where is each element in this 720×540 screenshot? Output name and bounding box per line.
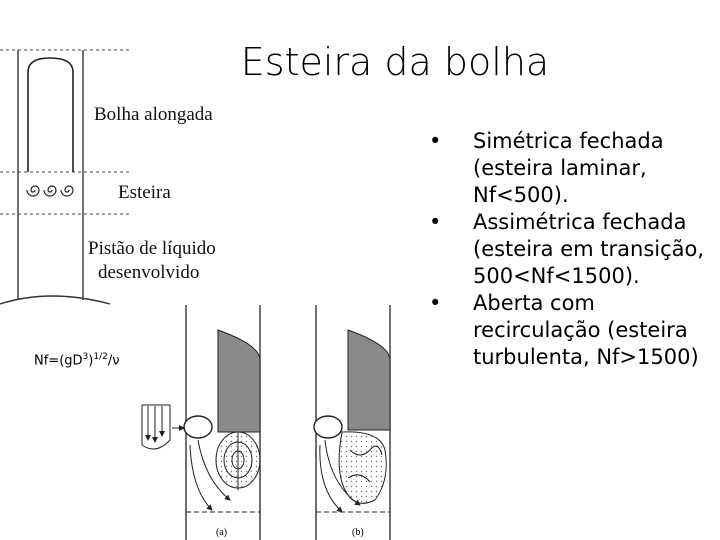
figure-label-b: (b) (352, 527, 364, 538)
morton-number-formula: $Nf=(gD^3)^{1/2}/\nu$ (34, 352, 120, 369)
bullet-marker: • (429, 129, 442, 153)
slide-title: Esteira da bolha (240, 40, 550, 84)
wake-figure-b (314, 305, 390, 540)
slug-label-line1: Pistão de líquido (88, 238, 216, 259)
wake-vortices (27, 186, 73, 196)
elongated-bubble (28, 58, 73, 172)
slug-label-line2: desenvolvido (98, 262, 200, 283)
wake-label: Esteira (118, 182, 171, 203)
bullet-marker: • (429, 291, 442, 315)
bubble-label: Bolha alongada (94, 104, 213, 125)
bullet-marker: • (429, 210, 442, 234)
figure-label-a: (a) (216, 527, 228, 538)
wake-figure-a (140, 300, 270, 540)
bullet-open-recirculation: • Aberta com recirculação (esteira turbulenta, Nf>1500) (429, 291, 699, 369)
bullet-asymmetric-closed: • Assimétrica fechada (esteira em transição, 500<Nf<1500). (429, 210, 705, 288)
bullet-symmetric-closed: • Simétrica fechada (esteira laminar, Nf<500). (429, 129, 664, 207)
wake-type-list (425, 128, 715, 371)
